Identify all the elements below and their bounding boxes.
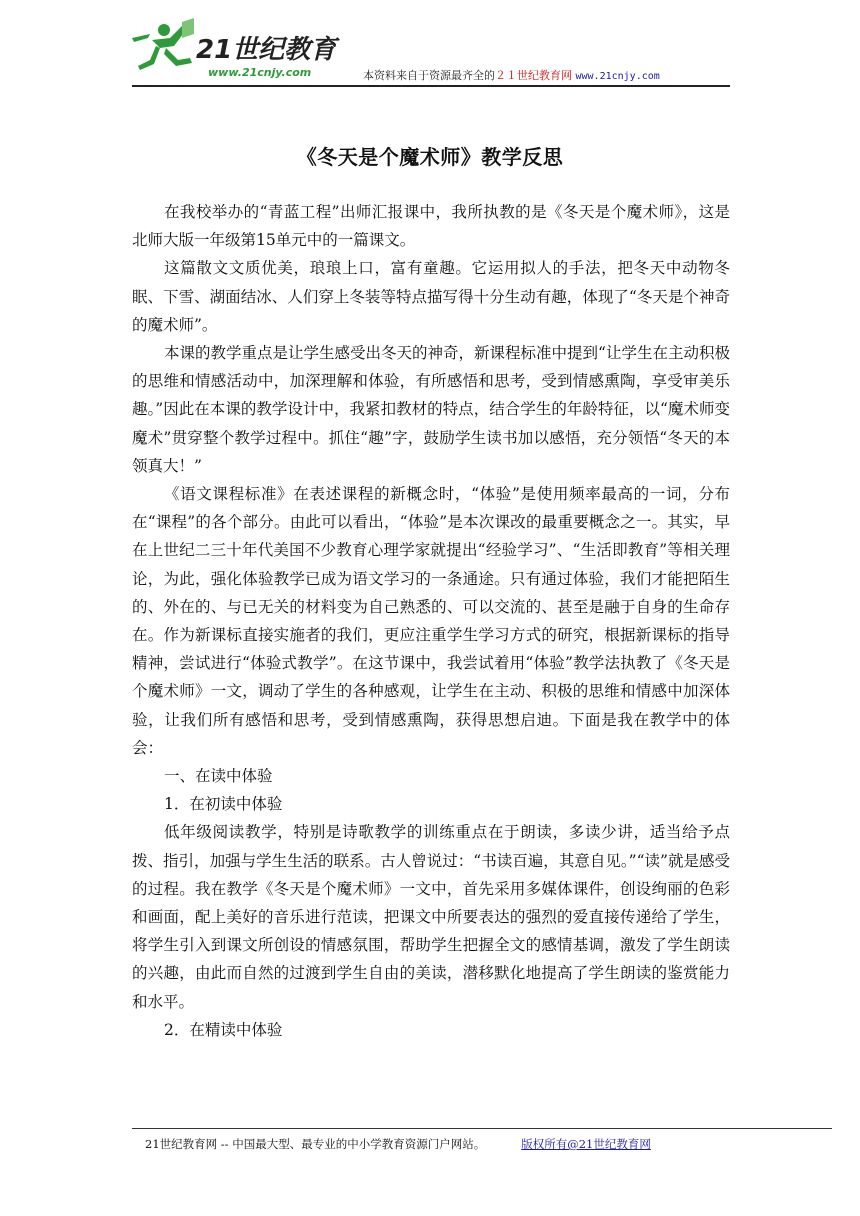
page-header bbox=[130, 18, 730, 86]
header-divider bbox=[132, 85, 730, 87]
logo-url: www.21cnjy.com bbox=[208, 66, 312, 79]
footer-divider bbox=[132, 1128, 832, 1129]
paragraph: 低年级阅读教学，特别是诗歌教学的训练重点在于朗读，多读少讲，适当给予点拨、指引，加强与学生生活的联系。古人曾说过：“书读百遍，其意自见。”“读”就是感受的过程。我在教学《冬天是个魔术师》一文中，首先采用多媒体课件，创设绚丽的色彩和画面，配上美好的音乐进行范读，把课文中所要表达的强烈的爱直接传递给了学生，将学生引入到课文所创设的情感氛围，帮助学生把握全文的感情基调，激发了学生朗读的兴趣，由此而自然的过渡到学生自由的美读，潜移默化地提高了学生朗读的鉴赏能力和水平。 bbox=[132, 823, 730, 1011]
footer-site-description: 21世纪教育网 -- 中国最大型、最专业的中小学教育资源门户网站。 bbox=[145, 1137, 486, 1151]
paragraph: 这篇散文文质优美，琅琅上口，富有童趣。它运用拟人的手法，把冬天中动物冬眠、下雪、湖面结冰、人们穿上冬装等特点描写得十分生动有趣，体现了“冬天是个神奇的魔术师”。 bbox=[132, 259, 730, 334]
site-logo[interactable] bbox=[130, 18, 340, 82]
runner-logo-icon bbox=[130, 18, 340, 82]
page-footer bbox=[145, 1136, 651, 1152]
paragraph: 在我校举办的“青蓝工程”出师汇报课中，我所执教的是《冬天是个魔术师》，这是北师大版一年级第15单元中的一篇课文。 bbox=[132, 203, 730, 250]
footer-copyright-link[interactable]: 版权所有@21世纪教育网 bbox=[521, 1137, 651, 1151]
logo-wordmark: 21世纪教育 bbox=[196, 35, 337, 65]
section-heading: 一、在读中体验 bbox=[164, 767, 273, 786]
subsection-heading: 1．在初读中体验 bbox=[164, 795, 283, 814]
header-note-site[interactable]: ２１世纪教育网 bbox=[495, 69, 572, 82]
header-note-url[interactable]: www.21cnjy.com bbox=[575, 71, 660, 82]
paragraph: 《语文课程标准》在表述课程的新概念时，“体验”是使用频率最高的一词，分布在“课程”的各个部分。由此可以看出，“体验”是本次课改的最重要概念之一。其实，早在上世纪二三十年代美国不少教育心理学家就提出“经验学习”、“生活即教育”等相关理论，为此，强化体验教学已成为语文学习的一条通途。只有通过体验，我们才能把陌生的、外在的、与已无关的材料变为自己熟悉的、可以交流的、甚至是融于自身的生命存在。作为新课标直接实施者的我们，更应注重学生学习方式的研究，根据新课标的指导精神，尝试进行“体验式教学”。在这节课中，我尝试着用“体验”教学法执教了《冬天是个魔术师》一文，调动了学生的各种感观，让学生在主动、积极的思维和情感中加深体验，让我们所有感悟和思考，受到情感熏陶，获得思想启迪。下面是我在教学中的体会： bbox=[132, 485, 730, 757]
subsection-heading: 2．在精读中体验 bbox=[164, 1020, 283, 1039]
page-title: 《冬天是个魔术师》教学反思 bbox=[296, 145, 564, 169]
header-source-note bbox=[363, 67, 660, 83]
paragraph: 本课的教学重点是让学生感受出冬天的神奇，新课程标准中提到“让学生在主动积极的思维和情感活动中，加深理解和体验，有所感悟和思考，受到情感熏陶，享受审美乐趣。”因此在本课的教学设计中，我紧扣教材的特点，结合学生的年龄特征，以“魔术师变魔术”贯穿整个教学过程中。抓住“趣”字，鼓励学生读书加以感悟，充分领悟“冬天的本领真大！” bbox=[132, 344, 730, 475]
header-note-prefix: 本资料来自于资源最齐全的 bbox=[363, 69, 495, 82]
article-body bbox=[132, 198, 730, 1044]
